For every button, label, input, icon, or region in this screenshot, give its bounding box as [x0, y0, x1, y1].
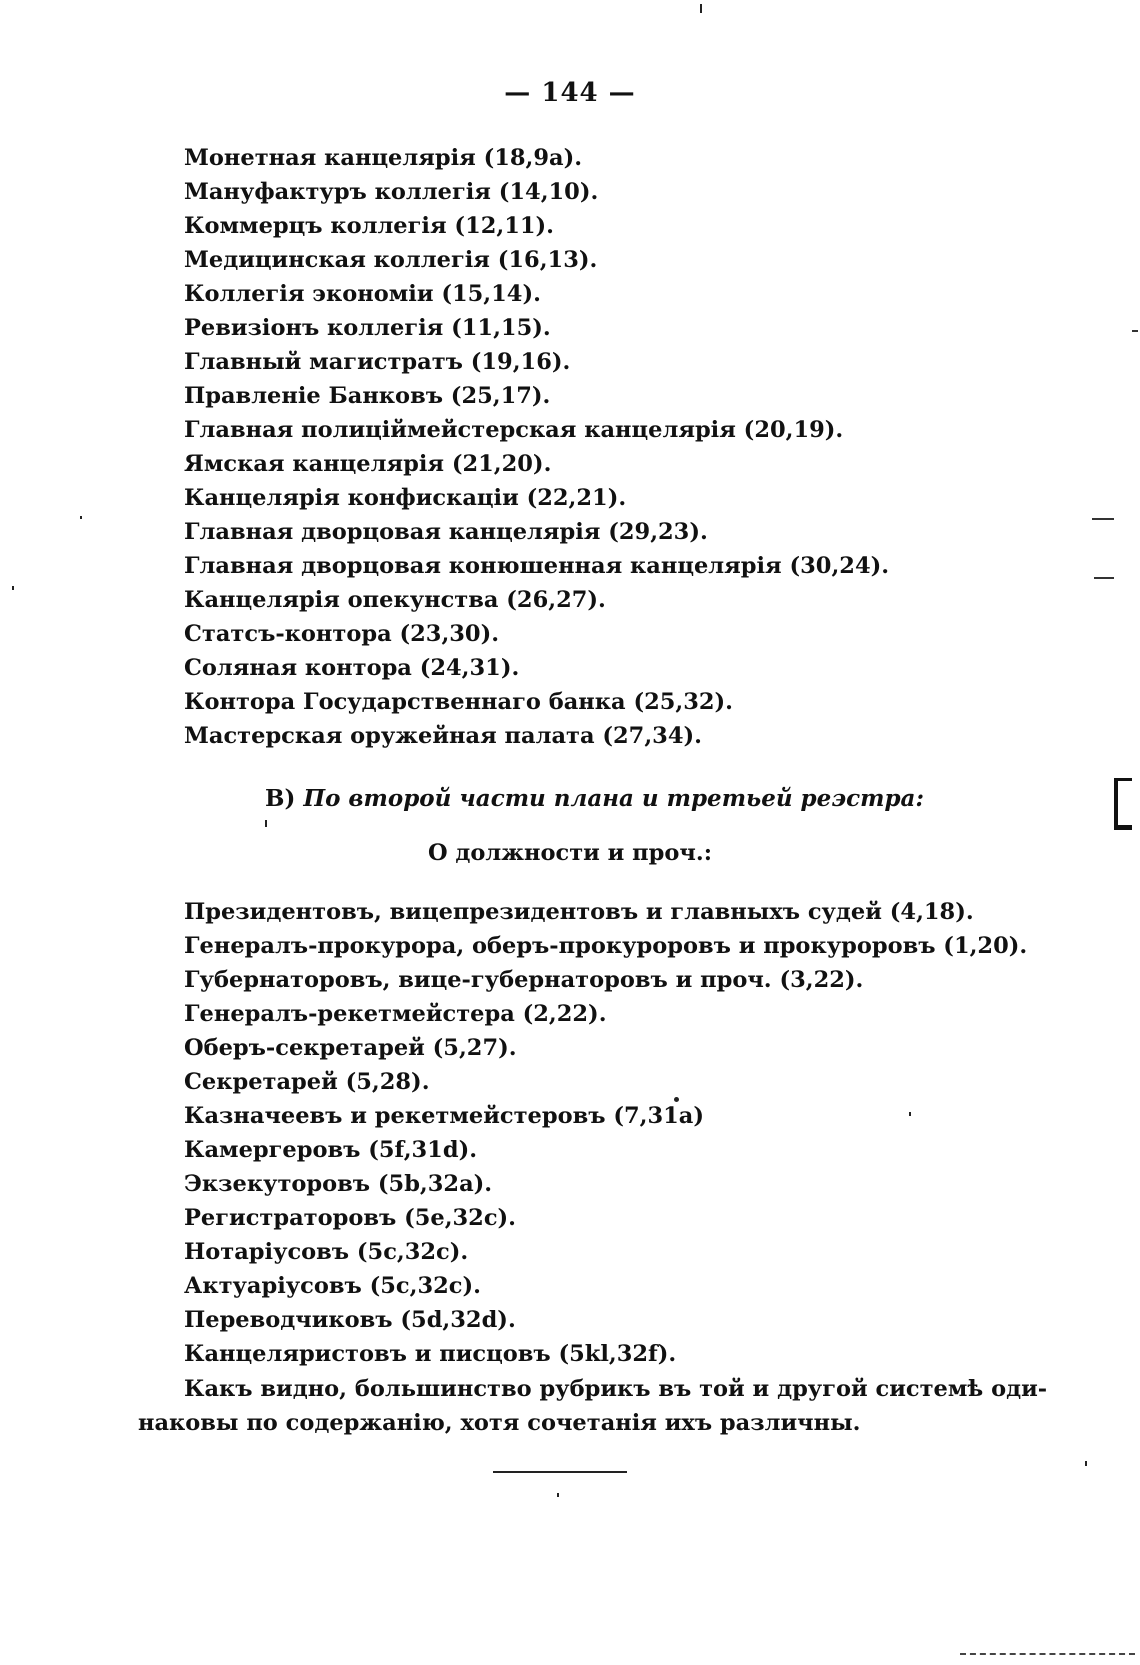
list-item: Статсъ-контора (23,30).: [184, 621, 500, 647]
list-item: Генералъ-рекетмейстера (2,22).: [184, 1001, 607, 1027]
list-item: Регистраторовъ (5е,32с).: [184, 1205, 517, 1231]
list-item: Коллегія экономіи (15,14).: [184, 281, 541, 307]
edge-tick: [1094, 577, 1114, 579]
scan-edge: [960, 1653, 1135, 1658]
list-item: Монетная канцелярія (18,9а).: [184, 145, 583, 171]
closing-paragraph: [138, 1372, 1048, 1440]
closing-line-1: Какъ видно, большинство рубрикъ въ той и другой системѣ оди-: [184, 1376, 1048, 1402]
list-item: Мастерская оружейная палата (27,34).: [184, 723, 702, 749]
list-item: Камергеровъ (5f,31d).: [184, 1137, 478, 1163]
ink-speck: [80, 516, 82, 519]
ink-speck: [265, 820, 267, 827]
list-item: Оберъ-секретарей (5,27).: [184, 1035, 517, 1061]
page-number: — 144 —: [504, 78, 636, 108]
list-item: Президентовъ, вицепрезидентовъ и главныхъ судей (4,18).: [184, 899, 974, 925]
section-label: В): [265, 785, 296, 812]
edge-tick: [1132, 330, 1138, 332]
end-rule: [493, 1471, 627, 1473]
list-item: Канцелярія конфискаціи (22,21).: [184, 485, 627, 511]
list-item: Генералъ-прокурора, оберъ-прокуроровъ и прокуроровъ (1,20).: [184, 933, 1028, 959]
list-item: Нотаріусовъ (5с,32с).: [184, 1239, 469, 1265]
list-item: Коммерцъ коллегія (12,11).: [184, 213, 554, 239]
ink-speck: [674, 1097, 679, 1102]
list-item: Казначеевъ и рекетмейстеровъ (7,31а): [184, 1103, 704, 1129]
list-item: Канцелярія опекунства (26,27).: [184, 587, 606, 613]
positions-list: [184, 895, 1027, 1371]
closing-line-2: наковы по содержанію, хотя сочетанія ихъ различны.: [138, 1410, 861, 1436]
list-item: Ревизіонъ коллегія (11,15).: [184, 315, 551, 341]
institutions-list: [184, 141, 889, 753]
ink-speck: [12, 586, 14, 590]
list-item: Правленіе Банковъ (25,17).: [184, 383, 551, 409]
list-item: Секретарей (5,28).: [184, 1069, 430, 1095]
list-item: Медицинская коллегія (16,13).: [184, 247, 598, 273]
list-item: Соляная контора (24,31).: [184, 655, 520, 681]
section-heading: [265, 785, 924, 812]
subheading: О должности и проч.:: [428, 840, 712, 866]
list-item: Главный магистратъ (19,16).: [184, 349, 571, 375]
list-item: Мануфактуръ коллегія (14,10).: [184, 179, 599, 205]
list-item: Главная полицiймейстерская канцелярія (20,19).: [184, 417, 844, 443]
ink-speck: [557, 1493, 559, 1497]
list-item: Губернаторовъ, вице-губернаторовъ и проч. (3,22).: [184, 967, 864, 993]
edge-tick: [1092, 518, 1114, 520]
ink-speck: [700, 4, 702, 13]
list-item: Главная дворцовая конюшенная канцелярія (30,24).: [184, 553, 890, 579]
list-item: Канцеляристовъ и писцовъ (5kl,32f).: [184, 1341, 677, 1367]
ink-speck: [909, 1112, 911, 1116]
section-title: По второй части плана и третьей реэстра:: [303, 785, 924, 812]
list-item: Контора Государственнаго банка (25,32).: [184, 689, 734, 715]
list-item: Экзекуторовъ (5b,32а).: [184, 1171, 493, 1197]
list-item: Актуаріусовъ (5с,32с).: [184, 1273, 481, 1299]
list-item: Главная дворцовая канцелярія (29,23).: [184, 519, 708, 545]
list-item: Переводчиковъ (5d,32d).: [184, 1307, 516, 1333]
bracket-mark: [1114, 778, 1132, 830]
list-item: Ямская канцелярія (21,20).: [184, 451, 552, 477]
ink-speck: [1085, 1461, 1087, 1466]
